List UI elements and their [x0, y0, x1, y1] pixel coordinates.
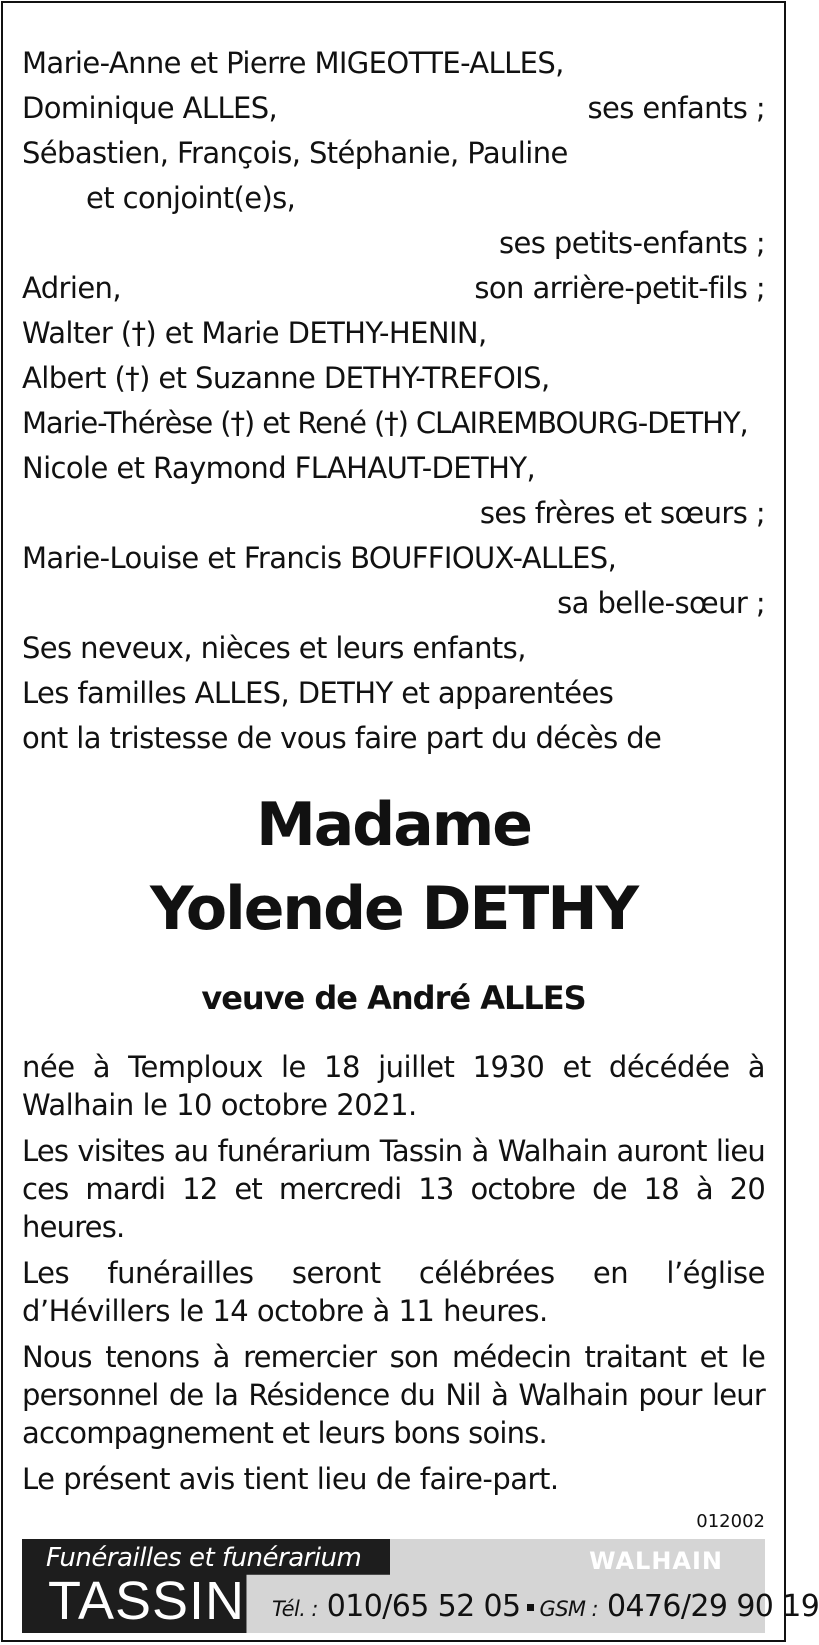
- family-line-relation: ses petits-enfants ;: [499, 226, 765, 260]
- family-line: [22, 401, 765, 446]
- gsm-label: GSM :: [539, 1597, 599, 1621]
- family-line-names: Adrien,: [22, 271, 121, 305]
- family-line-relation: son arrière-petit-fils ;: [474, 271, 765, 305]
- family-line: [22, 86, 765, 131]
- tel-number: 010/65 52 05: [326, 1589, 521, 1624]
- funeral-home-name: TASSIN: [48, 1571, 246, 1631]
- deceased-title: Madame: [256, 790, 531, 860]
- gsm-number: 0476/29 90 19: [606, 1589, 819, 1624]
- thanks-paragraph: Nous tenons à remercier son médecin traitant et le personnel de la Résidence du Nil à Walhain pour leur accompagnement et leurs bons soins.: [22, 1340, 765, 1450]
- family-line-names: Nicole et Raymond FLAHAUT-DETHY,: [22, 451, 536, 485]
- family-line-names: ont la tristesse de vous faire part du décès de: [22, 721, 662, 755]
- obituary-notice: [1, 1, 819, 1642]
- reference-number: 012002: [696, 1511, 765, 1532]
- notice-body: [22, 1048, 765, 1498]
- family-line-names: Les familles ALLES, DETHY et apparentées: [22, 676, 614, 710]
- widow-of-line: veuve de André ALLES: [201, 979, 586, 1017]
- family-line-names: et conjoint(e)s,: [86, 181, 296, 215]
- family-line: [22, 41, 765, 86]
- family-line: [22, 311, 765, 356]
- family-line: [22, 221, 765, 266]
- separator-square-icon: [527, 1604, 534, 1611]
- family-line-names: Marie-Louise et Francis BOUFFIOUX-ALLES,: [22, 541, 617, 575]
- family-line-names: Marie-Anne et Pierre MIGEOTTE-ALLES,: [22, 46, 564, 80]
- family-line-names: Ses neveux, nièces et leurs enfants,: [22, 631, 526, 665]
- family-line-relation: ses enfants ;: [587, 91, 765, 125]
- family-line: [22, 581, 765, 626]
- family-line: [22, 536, 765, 581]
- funeral-paragraph: Les funérailles seront célébrées en l’église d’Hévillers le 14 octobre à 11 heures.: [22, 1256, 765, 1328]
- family-line: [22, 176, 765, 221]
- family-line-names: Marie-Thérèse (†) et René (†) CLAIREMBOURG-DETHY,: [22, 406, 748, 440]
- birth-death-paragraph: née à Temploux le 18 juillet 1930 et décédée à Walhain le 10 octobre 2021.: [22, 1050, 765, 1122]
- family-line-names: Dominique ALLES,: [22, 91, 278, 125]
- family-line: [22, 491, 765, 536]
- family-line: [22, 266, 765, 311]
- family-line: [22, 671, 765, 716]
- funeral-home-banner: [22, 1539, 819, 1633]
- family-line-relation: ses frères et sœurs ;: [479, 496, 765, 530]
- family-line-names: Albert (†) et Suzanne DETHY-TREFOIS,: [22, 361, 550, 395]
- family-line: [22, 716, 765, 761]
- closing-paragraph: Le présent avis tient lieu de faire-part.: [22, 1462, 559, 1496]
- family-line: [22, 131, 765, 176]
- family-line-names: Walter (†) et Marie DETHY-HENIN,: [22, 316, 487, 350]
- family-line: [22, 446, 765, 491]
- deceased-name: Yolende DETHY: [149, 874, 638, 944]
- funeral-home-phones: [272, 1587, 819, 1629]
- funeral-home-location: WALHAIN: [589, 1547, 723, 1575]
- family-line-relation: sa belle-sœur ;: [557, 586, 765, 620]
- family-line-names: Sébastien, François, Stéphanie, Pauline: [22, 136, 568, 170]
- family-line: [22, 356, 765, 401]
- funeral-home-tagline: Funérailles et funérarium: [46, 1543, 362, 1573]
- family-line: [22, 626, 765, 671]
- family-list: [22, 41, 765, 761]
- visits-paragraph: Les visites au funérarium Tassin à Walhain auront lieu ces mardi 12 et mercredi 13 octobre de 18 à 20 heures.: [22, 1134, 765, 1244]
- tel-label: Tél. :: [272, 1597, 318, 1621]
